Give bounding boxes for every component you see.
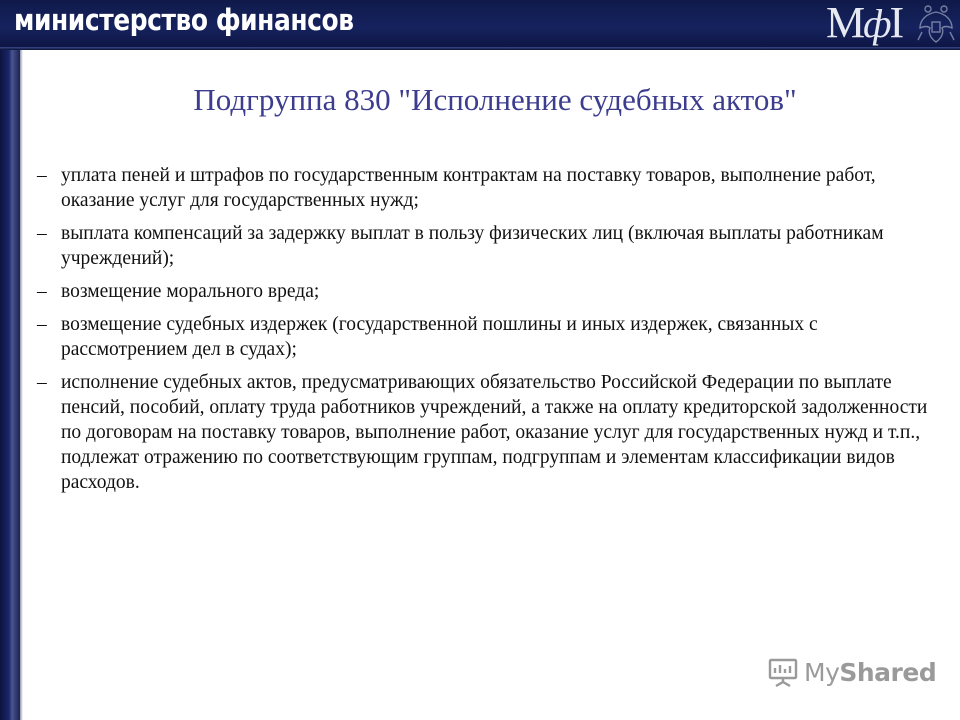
ministry-logo xyxy=(826,0,902,46)
watermark-text-bold: Shared xyxy=(839,658,937,687)
list-item xyxy=(37,312,937,362)
bullet-dash: – xyxy=(37,314,47,335)
bullet-list xyxy=(37,163,937,495)
watermark-text-light: My xyxy=(804,658,840,687)
logo-letter-phi: ф xyxy=(863,1,890,46)
coat-of-arms-icon xyxy=(916,2,956,46)
logo-letter-m: М xyxy=(826,0,864,47)
list-item-text: уплата пеней и штрафов по государственным контрактам на поставку товаров, выполнение работ, оказание услуг для государственных нужд; xyxy=(61,165,876,211)
logo-letter-i: I xyxy=(889,0,903,47)
list-item-text: возмещение судебных издержек (государственной пошлины и иных издержек, связанных с рассмотрением дел в судах); xyxy=(61,314,818,360)
list-item xyxy=(37,221,937,271)
myshared-watermark xyxy=(766,654,937,694)
bullet-dash: – xyxy=(37,223,47,244)
presentation-board-icon xyxy=(766,656,800,688)
ministry-title: министерство финансов xyxy=(14,3,354,37)
left-accent-bar xyxy=(0,50,20,720)
bullet-dash: – xyxy=(37,372,47,393)
list-item-text: выплата компенсаций за задержку выплат в пользу физических лиц (включая выплаты работникам учреждений); xyxy=(61,223,884,269)
list-item xyxy=(37,279,937,304)
list-item-text: возмещение морального вреда; xyxy=(61,281,320,302)
list-item-text: исполнение судебных актов, предусматривающих обязательство Российской Федерации по выплате пенсий, пособий, оплату труда работников учреждений, а также на оплату кредиторской задолженности по договорам на поставку товаров, выполнение работ, оказание услуг для государственных нужд и т.п., подлежат отражению по соответствующим группам, подгруппам и элементам классификации видов расходов. xyxy=(61,372,928,493)
bullet-dash: – xyxy=(37,281,47,302)
header-banner xyxy=(0,0,960,50)
watermark-text xyxy=(804,658,936,687)
slide-title: Подгруппа 830 "Исполнение судебных актов" xyxy=(193,82,797,117)
bullet-dash: – xyxy=(37,165,47,186)
list-item xyxy=(37,163,937,213)
list-item xyxy=(37,370,937,495)
